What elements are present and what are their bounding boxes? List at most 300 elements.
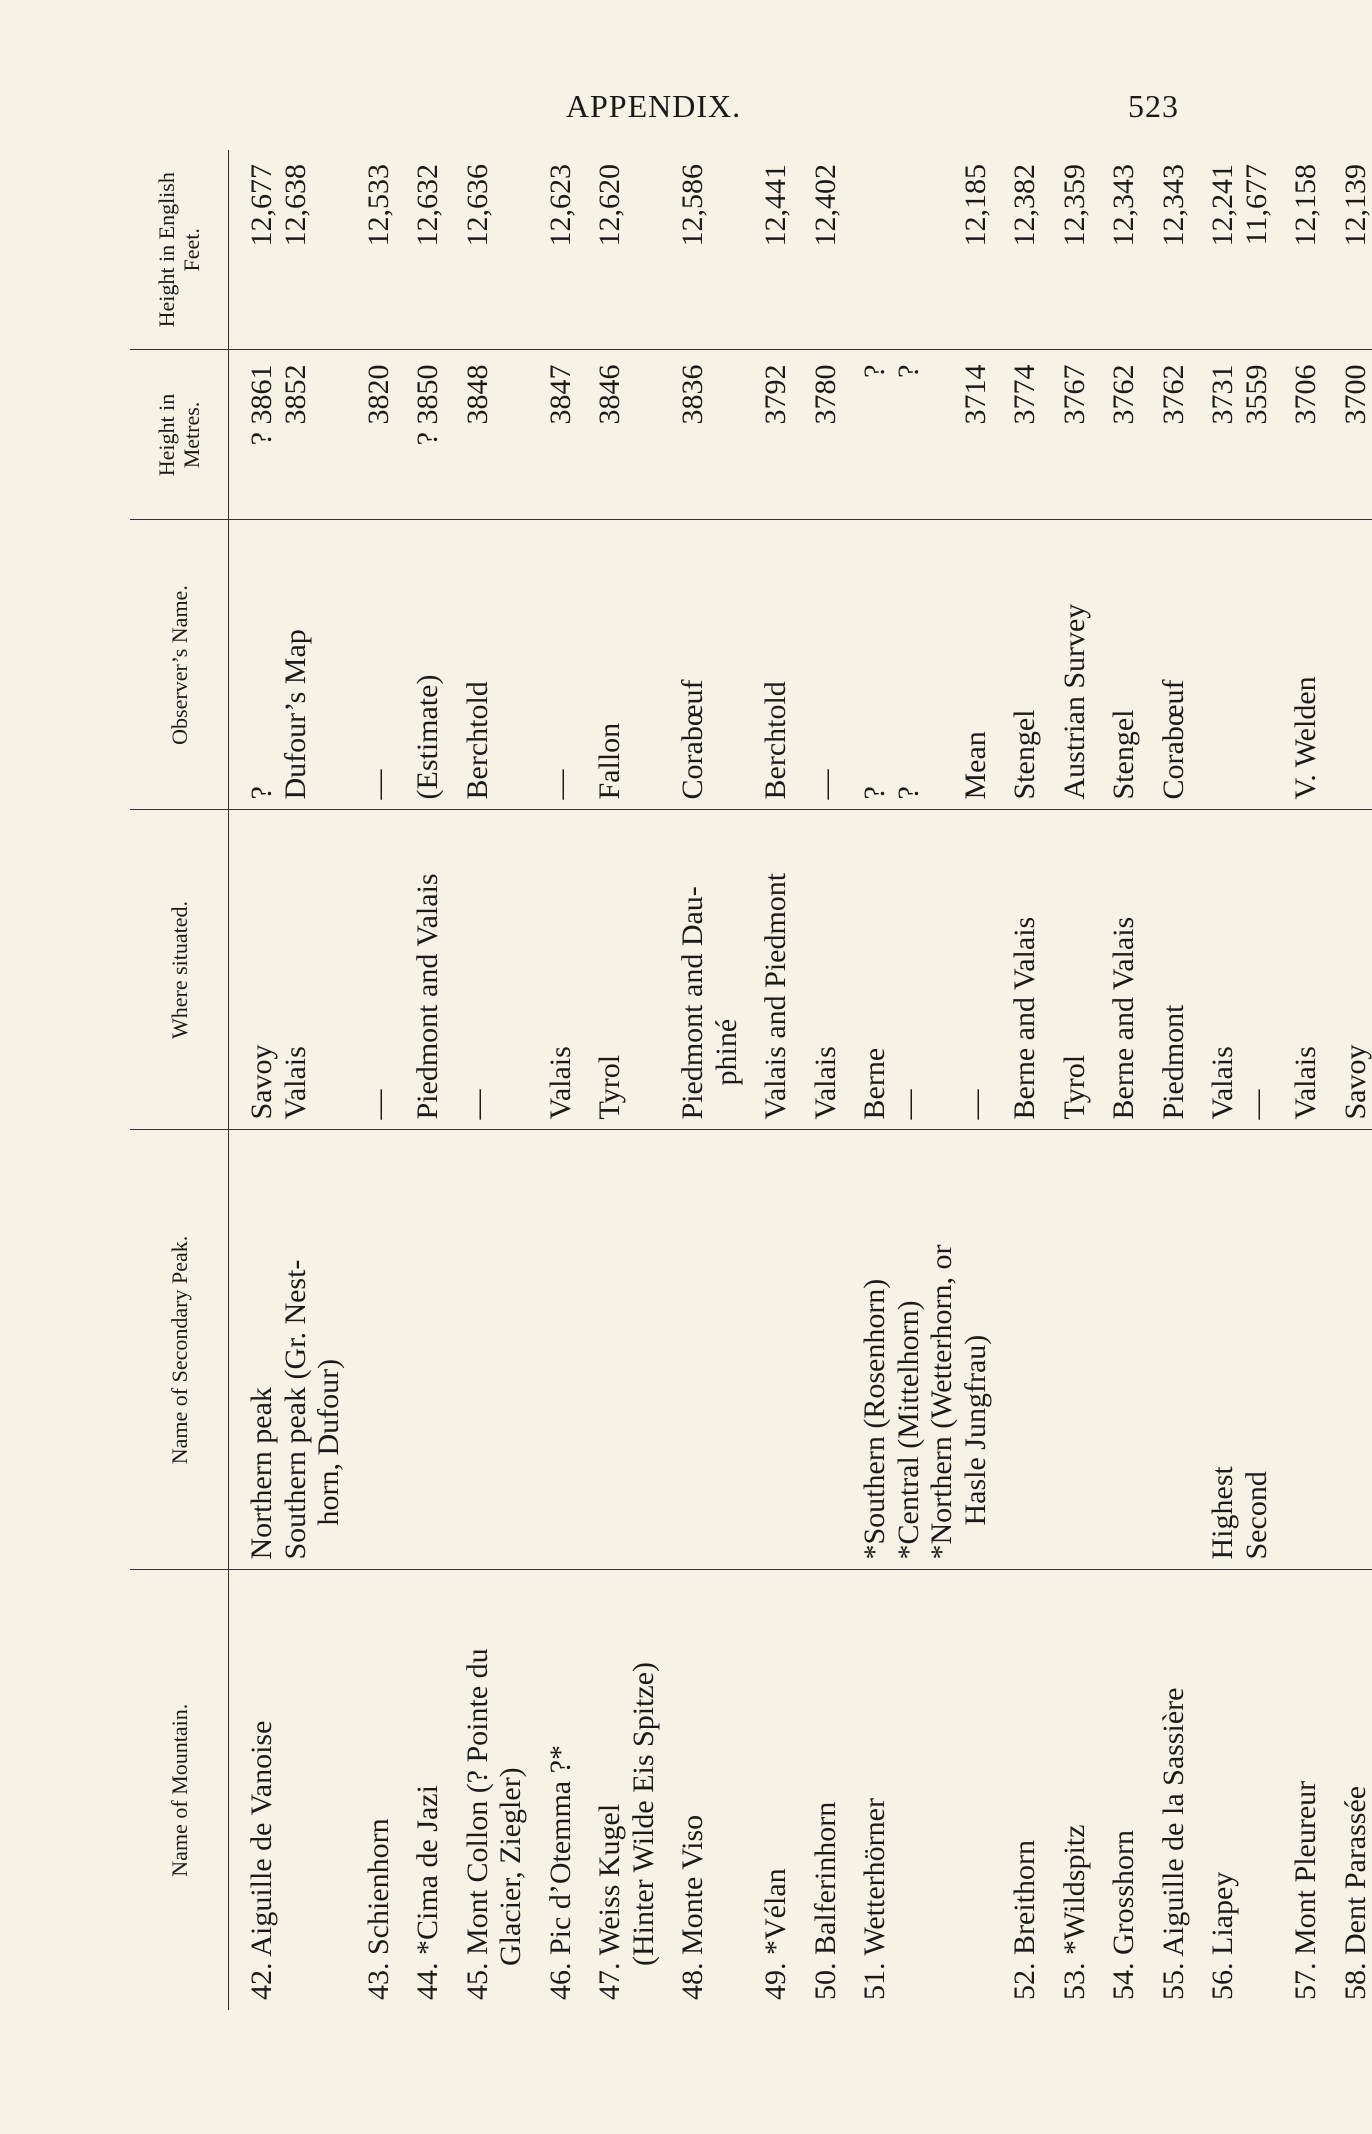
height-feet-cell: [445, 150, 495, 350]
observer-name-cell: [627, 520, 661, 810]
observer-name: Stengel: [1008, 709, 1041, 800]
height-feet-cell: [925, 150, 959, 350]
height-feet-cell: [229, 150, 279, 350]
height-feet: 12,185: [958, 164, 992, 247]
where-situated: Piedmont and Valais: [411, 873, 444, 1120]
secondary-peak-name-cell: [925, 1130, 959, 1570]
observer-name: (Estimate): [411, 674, 444, 800]
height-feet: 12,359: [1057, 164, 1091, 247]
mountain-name-cell: [892, 1570, 926, 2010]
observer-name-cell: [1240, 520, 1274, 810]
secondary-peak-name-cell: [842, 1130, 892, 1570]
observer-name-cell: [346, 520, 396, 810]
col-header-observer: Observer’s Name.: [130, 520, 229, 810]
mountain-name-cell: [445, 1570, 495, 2010]
secondary-peak-name-cell: [627, 1130, 661, 1570]
height-feet-cell: [743, 150, 793, 350]
height-metres-cell: [312, 350, 346, 520]
mountain-name-cell: [710, 1570, 744, 2010]
mountain-name-cell: [494, 1570, 528, 2010]
secondary-peak-name-cell: [793, 1130, 843, 1570]
height-feet: 12,632: [411, 164, 444, 247]
observer-name: ?: [245, 786, 278, 800]
height-metres-cell: [660, 350, 710, 520]
mountain-name-cell: [1091, 1570, 1141, 2010]
height-metres-cell: [577, 350, 627, 520]
height-metres-cell: [346, 350, 396, 520]
where-situated-cell: [445, 810, 495, 1130]
observer-name: Berchtold: [759, 681, 792, 800]
table-row: [577, 150, 627, 2010]
table-row: [992, 150, 1042, 2010]
secondary-peak-name-cell: [312, 1130, 346, 1570]
height-feet: 12,623: [543, 164, 577, 247]
where-situated-cell: [1141, 810, 1191, 1130]
table-row: [445, 150, 495, 2010]
where-situated-cell: [528, 810, 578, 1130]
where-situated-cell: [627, 810, 661, 1130]
height-feet: 12,241: [1206, 164, 1239, 247]
where-situated-cell: [842, 810, 892, 1130]
height-feet: 12,402: [808, 164, 842, 247]
mountain-name-cell: [1240, 1570, 1274, 2010]
where-situated: Tyrol: [593, 1054, 626, 1120]
height-feet-cell: [1141, 150, 1191, 350]
observer-name: Dufour’s Map: [278, 629, 312, 800]
where-situated-cell: [577, 810, 627, 1130]
mountain-name-cell: [312, 1570, 346, 2010]
observer-name-cell: [1091, 520, 1141, 810]
height-feet-cell: [279, 150, 313, 350]
where-situated-cell: [992, 810, 1042, 1130]
mountain-name: Glacier, Ziegler): [494, 1767, 527, 1966]
height-feet: 12,533: [361, 164, 395, 247]
height-metres-cell: [743, 350, 793, 520]
height-feet-cell: [395, 150, 445, 350]
where-situated-cell: [1240, 810, 1274, 1130]
height-feet-cell: [528, 150, 578, 350]
secondary-peak-name-cell: [1190, 1130, 1240, 1570]
height-metres-cell: [710, 350, 744, 520]
height-metres: 3848: [460, 364, 494, 425]
secondary-peak-name-cell: [445, 1130, 495, 1570]
secondary-peak-name: Hasle Jungfrau): [958, 1334, 992, 1526]
mountain-name: 46. Pic d’Otemma ?*: [543, 1745, 577, 2000]
where-situated: —: [361, 1089, 395, 1120]
height-feet: 12,638: [278, 164, 312, 247]
height-metres-cell: [627, 350, 661, 520]
mountain-name-cell: [346, 1570, 396, 2010]
secondary-peak-name-cell: [346, 1130, 396, 1570]
observer-name-cell: [1323, 520, 1372, 810]
table-row: [1042, 150, 1092, 2010]
where-situated-cell: [312, 810, 346, 1130]
where-situated: Valais: [1206, 1046, 1239, 1120]
height-feet-cell: [660, 150, 710, 350]
height-metres: 3846: [593, 364, 626, 425]
table-row: [346, 150, 396, 2010]
observer-name: Berchtold: [460, 681, 494, 800]
mountain-name: 56. Liapey: [1206, 1871, 1239, 2000]
observer-name-cell: [925, 520, 959, 810]
height-metres-cell: [445, 350, 495, 520]
secondary-peak-name: Southern peak (Gr. Nest-: [278, 1259, 312, 1560]
mountain-name-cell: [229, 1570, 279, 2010]
observer-name: Corabœuf: [1156, 679, 1190, 800]
col-header-height-feet: Height in English Feet.: [130, 150, 229, 350]
observer-name-cell: [1273, 520, 1323, 810]
height-feet-cell: [577, 150, 627, 350]
col-header-secondary-peak: Name of Secondary Peak.: [130, 1130, 229, 1570]
height-metres: 3774: [1008, 364, 1041, 425]
mountain-name: (Hinter Wilde Eis Spitze): [626, 1662, 660, 1966]
height-feet: 12,382: [1008, 164, 1041, 247]
height-feet: 12,620: [593, 164, 626, 247]
mountain-heights-table: [130, 150, 1372, 2010]
where-situated-cell: [793, 810, 843, 1130]
height-feet-cell: [627, 150, 661, 350]
secondary-peak-name: *Central (Mittelhorn): [891, 1300, 925, 1560]
height-feet: 12,343: [1156, 164, 1190, 247]
observer-name: Stengel: [1107, 709, 1140, 800]
height-metres-cell: [1042, 350, 1092, 520]
table-row: [842, 150, 892, 2010]
secondary-peak-name-cell: [528, 1130, 578, 1570]
height-metres: ? 3861: [245, 364, 278, 446]
mountain-name-cell: [842, 1570, 892, 2010]
mountain-name-cell: [1190, 1570, 1240, 2010]
observer-name-cell: [528, 520, 578, 810]
secondary-peak-name-cell: [743, 1130, 793, 1570]
table-row: [1141, 150, 1191, 2010]
height-metres-cell: [892, 350, 926, 520]
observer-name-cell: [743, 520, 793, 810]
where-situated: —: [958, 1089, 992, 1120]
mountain-name: 45. Mont Collon (? Pointe du: [460, 1648, 494, 2000]
observer-name-cell: [892, 520, 926, 810]
observer-name-cell: [445, 520, 495, 810]
table-row: [395, 150, 445, 2010]
where-situated: Piedmont and Dau-: [676, 886, 709, 1120]
observer-name: Fallon: [593, 722, 626, 800]
where-situated: Valais: [543, 1046, 577, 1120]
where-situated: —: [460, 1089, 494, 1120]
observer-name: V. Welden: [1289, 676, 1322, 800]
col-header-mountain: Name of Mountain.: [130, 1570, 229, 2010]
secondary-peak-name: horn, Dufour): [312, 1358, 345, 1526]
height-metres-cell: [959, 350, 993, 520]
secondary-peak-name-cell: [992, 1130, 1042, 1570]
mountain-name: 55. Aiguille de la Sassière: [1156, 1687, 1190, 2000]
mountain-name: 58. Dent Parassée: [1338, 1785, 1372, 2000]
height-feet: 12,636: [460, 164, 494, 247]
where-situated: Savoy: [1338, 1044, 1372, 1120]
secondary-peak-name-cell: [710, 1130, 744, 1570]
table-row: [925, 150, 959, 2010]
secondary-peak-name-cell: [1042, 1130, 1092, 1570]
height-metres: 3700: [1338, 364, 1372, 425]
height-feet: 12,139: [1338, 164, 1372, 247]
table-row: [627, 150, 661, 2010]
height-metres-cell: [1323, 350, 1372, 520]
height-feet: 12,158: [1289, 164, 1322, 247]
secondary-peak-name-cell: [959, 1130, 993, 1570]
height-feet-cell: [1273, 150, 1323, 350]
where-situated: Valais and Piedmont: [759, 872, 792, 1120]
where-situated: Piedmont: [1156, 1004, 1190, 1120]
mountain-name-cell: [1042, 1570, 1092, 2010]
height-metres: 3780: [808, 364, 842, 425]
where-situated-cell: [1273, 810, 1323, 1130]
table-row: [1273, 150, 1323, 2010]
secondary-peak-name: *Northern (Wetterhorn, or: [925, 1244, 958, 1560]
mountain-name-cell: [660, 1570, 710, 2010]
where-situated-cell: [743, 810, 793, 1130]
mountain-name-cell: [528, 1570, 578, 2010]
where-situated: Valais: [1289, 1046, 1322, 1120]
height-metres-cell: [992, 350, 1042, 520]
height-metres-cell: [793, 350, 843, 520]
observer-name-cell: [992, 520, 1042, 810]
observer-name: Corabœuf: [676, 679, 709, 800]
mountain-name: 51. Wetterhörner: [858, 1798, 891, 2000]
where-situated-cell: [1323, 810, 1372, 1130]
secondary-peak-name-cell: [494, 1130, 528, 1570]
observer-name-cell: [395, 520, 445, 810]
height-metres: 3836: [676, 364, 709, 425]
observer-name-cell: [1190, 520, 1240, 810]
secondary-peak-name: *Southern (Rosenhorn): [858, 1278, 891, 1560]
secondary-peak-name-cell: [229, 1130, 279, 1570]
table-row: [660, 150, 710, 2010]
height-feet: 12,677: [245, 164, 278, 247]
where-situated: —: [891, 1089, 925, 1120]
observer-name-cell: [1141, 520, 1191, 810]
where-situated: Valais: [278, 1046, 312, 1120]
where-situated: —: [1239, 1089, 1273, 1120]
where-situated-cell: [346, 810, 396, 1130]
table-row: [1323, 150, 1372, 2010]
secondary-peak-name: Northern peak: [245, 1387, 278, 1560]
height-feet: 12,343: [1107, 164, 1140, 247]
height-feet-cell: [892, 150, 926, 350]
where-situated-cell: [279, 810, 313, 1130]
height-metres: 3762: [1107, 364, 1140, 425]
height-feet: 12,586: [676, 164, 709, 247]
mountain-name: 42. Aiguille de Vanoise: [245, 1720, 278, 2000]
observer-name: Austrian Survey: [1057, 603, 1091, 800]
height-metres: 3792: [759, 364, 792, 425]
secondary-peak-name-cell: [1273, 1130, 1323, 1570]
observer-name-cell: [494, 520, 528, 810]
observer-name-cell: [842, 520, 892, 810]
table-body: [229, 150, 1372, 2010]
running-title: APPENDIX.: [565, 88, 742, 124]
height-metres-cell: [494, 350, 528, 520]
secondary-peak-name: Second: [1239, 1471, 1273, 1560]
where-situated-cell: [1042, 810, 1092, 1130]
height-metres: 3852: [278, 364, 312, 425]
where-situated: Savoy: [245, 1044, 278, 1120]
height-metres-cell: [1091, 350, 1141, 520]
height-feet-cell: [959, 150, 993, 350]
height-metres-cell: [842, 350, 892, 520]
mountain-name: 50. Balferinhorn: [808, 1801, 842, 2000]
where-situated-cell: [395, 810, 445, 1130]
table-row: [1190, 150, 1240, 2010]
height-metres-cell: [279, 350, 313, 520]
mountain-name: 44. *Cima de Jazi: [411, 1785, 444, 2000]
table-row: [793, 150, 843, 2010]
mountain-name: 54. Grosshorn: [1107, 1830, 1140, 2000]
mountain-name-cell: [627, 1570, 661, 2010]
observer-name: —: [543, 769, 577, 800]
height-metres-cell: [1141, 350, 1191, 520]
height-feet-cell: [1042, 150, 1092, 350]
height-metres-cell: [1190, 350, 1240, 520]
table-row: [1240, 150, 1274, 2010]
height-metres: 3714: [958, 364, 992, 425]
mountain-name-cell: [743, 1570, 793, 2010]
where-situated: Berne and Valais: [1107, 916, 1140, 1120]
observer-name-cell: [279, 520, 313, 810]
where-situated-cell: [1190, 810, 1240, 1130]
height-metres: ?: [891, 364, 925, 378]
table-row: [1091, 150, 1141, 2010]
where-situated-cell: [925, 810, 959, 1130]
mountain-name-cell: [1141, 1570, 1191, 2010]
table-row: [743, 150, 793, 2010]
table-row: [710, 150, 744, 2010]
secondary-peak-name-cell: [1091, 1130, 1141, 1570]
table-row: [959, 150, 993, 2010]
observer-name-cell: [710, 520, 744, 810]
table-row: [279, 150, 313, 2010]
mountain-name-cell: [395, 1570, 445, 2010]
where-situated: Tyrol: [1057, 1054, 1091, 1120]
observer-name: —: [808, 769, 842, 800]
height-feet-cell: [992, 150, 1042, 350]
mountain-name: 49. *Vélan: [759, 1868, 792, 2000]
where-situated: Valais: [808, 1046, 842, 1120]
observer-name: —: [361, 769, 395, 800]
height-metres: 3847: [543, 364, 577, 425]
observer-name: ?: [858, 786, 891, 800]
height-feet-cell: [1091, 150, 1141, 350]
secondary-peak-name-cell: [892, 1130, 926, 1570]
mountain-name: 48. Monte Viso: [676, 1814, 709, 2000]
where-situated-cell: [494, 810, 528, 1130]
height-metres-cell: [229, 350, 279, 520]
mountain-name-cell: [279, 1570, 313, 2010]
mountain-name-cell: [577, 1570, 627, 2010]
observer-name-cell: [577, 520, 627, 810]
where-situated-cell: [959, 810, 993, 1130]
where-situated: phiné: [709, 1018, 743, 1086]
secondary-peak-name: Highest: [1206, 1466, 1239, 1560]
table-row: [312, 150, 346, 2010]
height-feet: 11,677: [1239, 164, 1273, 246]
height-metres-cell: [395, 350, 445, 520]
observer-name-cell: [660, 520, 710, 810]
col-header-height-metres: Height in Metres.: [130, 350, 229, 520]
observer-name-cell: [793, 520, 843, 810]
height-metres: ? 3850: [411, 364, 444, 446]
mountain-name: 57. Mont Pleureur: [1289, 1780, 1322, 2000]
height-feet-cell: [1323, 150, 1372, 350]
height-metres: ?: [858, 364, 891, 378]
where-situated: Berne and Valais: [1008, 916, 1041, 1120]
mountain-name-cell: [793, 1570, 843, 2010]
observer-name-cell: [312, 520, 346, 810]
table-row: [494, 150, 528, 2010]
where-situated: Berne: [858, 1047, 891, 1120]
secondary-peak-name-cell: [395, 1130, 445, 1570]
table-row: [229, 150, 279, 2010]
secondary-peak-name-cell: [1323, 1130, 1372, 1570]
height-metres: 3706: [1289, 364, 1322, 425]
where-situated-cell: [710, 810, 744, 1130]
mountain-name-cell: [959, 1570, 993, 2010]
rotated-table-container: [130, 150, 1372, 2010]
height-feet: 12,441: [759, 164, 792, 247]
mountain-name-cell: [925, 1570, 959, 2010]
height-metres: 3762: [1156, 364, 1190, 425]
where-situated-cell: [660, 810, 710, 1130]
height-feet-cell: [842, 150, 892, 350]
mountain-name-cell: [1323, 1570, 1372, 2010]
height-feet-cell: [346, 150, 396, 350]
secondary-peak-name-cell: [1240, 1130, 1274, 1570]
observer-name: ?: [891, 786, 925, 800]
height-feet-cell: [1240, 150, 1274, 350]
table-row: [528, 150, 578, 2010]
table-row: [892, 150, 926, 2010]
mountain-name: 43. Schienhorn: [361, 1818, 395, 2000]
mountain-name-cell: [1273, 1570, 1323, 2010]
height-metres: 3559: [1239, 364, 1273, 425]
mountain-name-cell: [992, 1570, 1042, 2010]
observer-name: Mean: [958, 731, 992, 800]
height-feet-cell: [1190, 150, 1240, 350]
mountain-name: 47. Weiss Kugel: [593, 1803, 626, 2000]
mountain-name: 53. *Wildspitz: [1057, 1824, 1091, 2000]
secondary-peak-name-cell: [660, 1130, 710, 1570]
observer-name-cell: [229, 520, 279, 810]
height-metres-cell: [1273, 350, 1323, 520]
mountain-name: 52. Breithorn: [1008, 1840, 1041, 2000]
where-situated-cell: [1091, 810, 1141, 1130]
secondary-peak-name-cell: [279, 1130, 313, 1570]
observer-name-cell: [1042, 520, 1092, 810]
col-header-where-situated: Where situated.: [130, 810, 229, 1130]
height-feet-cell: [710, 150, 744, 350]
height-metres-cell: [1240, 350, 1274, 520]
height-feet-cell: [494, 150, 528, 350]
header-row: [130, 150, 229, 2010]
where-situated-cell: [229, 810, 279, 1130]
secondary-peak-name-cell: [577, 1130, 627, 1570]
height-feet-cell: [793, 150, 843, 350]
where-situated-cell: [892, 810, 926, 1130]
height-metres-cell: [925, 350, 959, 520]
height-metres: 3767: [1057, 364, 1091, 425]
observer-name-cell: [959, 520, 993, 810]
height-metres-cell: [528, 350, 578, 520]
height-metres: 3731: [1206, 364, 1239, 425]
secondary-peak-name-cell: [1141, 1130, 1191, 1570]
height-metres: 3820: [361, 364, 395, 425]
